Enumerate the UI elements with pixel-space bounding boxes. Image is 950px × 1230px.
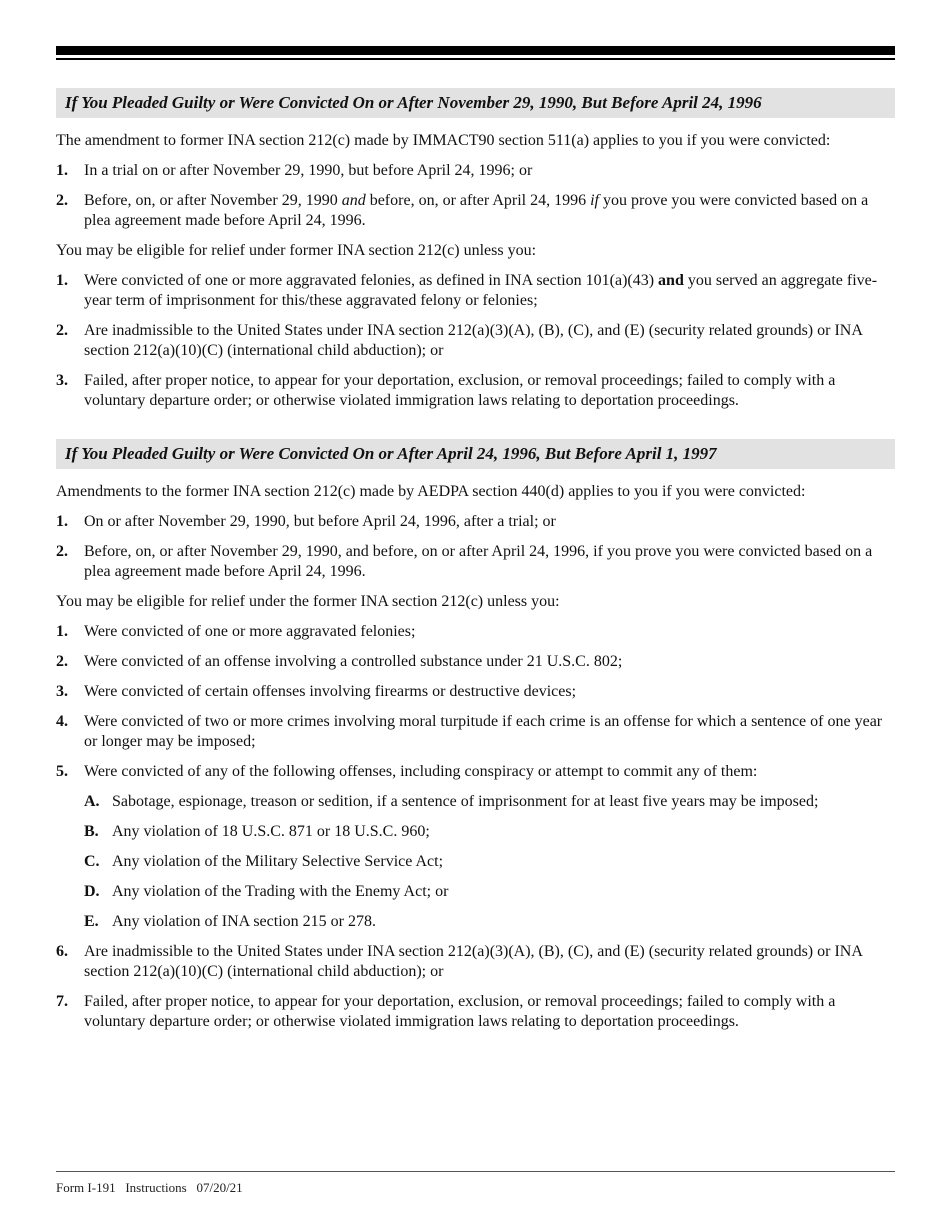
list-item	[56, 271, 895, 311]
item-number: 3.	[56, 683, 68, 700]
sub-list-item	[84, 882, 895, 902]
item-text: Were convicted of any of the following offenses, including conspiracy or attempt to commit any of them:	[84, 763, 758, 780]
sub-item-text: Sabotage, espionage, treason or sedition, if a sentence of imprisonment for at least five years may be imposed;	[112, 793, 819, 810]
item-number: 3.	[56, 372, 68, 389]
section-1-eligibility-intro: You may be eligible for relief under former INA section 212(c) unless you:	[56, 242, 537, 259]
sub-list-item	[84, 912, 895, 932]
sub-item-text: Any violation of INA section 215 or 278.	[112, 913, 376, 930]
sub-item-text: Any violation of the Military Selective Service Act;	[112, 853, 444, 870]
item-text: Failed, after proper notice, to appear for your deportation, exclusion, or removal proceedings; failed to comply with a voluntary departure order; or otherwise violated immigration laws relating to deportation proceedings.	[84, 372, 836, 409]
footer-form-id: Form I-191 Instructions 07/20/21	[56, 1180, 243, 1195]
section-1-intro: The amendment to former INA section 212(c) made by IMMACT90 section 511(a) applies to you if you were convicted:	[56, 132, 831, 149]
list-item	[56, 992, 895, 1032]
list-item	[56, 512, 895, 532]
sub-item-letter: B.	[84, 823, 99, 840]
item-number: 2.	[56, 322, 68, 339]
section-2-heading: If You Pleaded Guilty or Were Convicted On or After April 24, 1996, But Before April 1, 1997	[56, 439, 895, 469]
list-item	[56, 712, 895, 752]
item-number: 1.	[56, 272, 68, 289]
sub-item-letter: C.	[84, 853, 100, 870]
emphasis-and: and	[341, 192, 366, 209]
emphasis-bold-and: and	[658, 272, 684, 289]
item-text: Are inadmissible to the United States under INA section 212(a)(3)(A), (B), (C), and (E) (security related grounds) or INA section 212(a)(10)(C) (international child abduction); or	[84, 322, 863, 359]
sub-item-letter: E.	[84, 913, 99, 930]
list-item	[56, 762, 895, 782]
item-number: 2.	[56, 543, 68, 560]
list-item	[56, 321, 895, 361]
item-text: Were convicted of two or more crimes involving moral turpitude if each crime is an offense for which a sentence of one year or longer may be imposed;	[84, 713, 883, 750]
section-2-eligibility-intro: You may be eligible for relief under the former INA section 212(c) unless you:	[56, 593, 560, 610]
footer-rule	[56, 1171, 895, 1172]
item-text: Failed, after proper notice, to appear for your deportation, exclusion, or removal proceedings; failed to comply with a voluntary departure order; or otherwise violated immigration laws relating to deportation proceedings.	[84, 993, 836, 1030]
sub-item-letter: A.	[84, 793, 100, 810]
item-number: 7.	[56, 993, 68, 1010]
sub-list-item	[84, 852, 895, 872]
item-number: 1.	[56, 513, 68, 530]
item-text: Are inadmissible to the United States under INA section 212(a)(3)(A), (B), (C), and (E) (security related grounds) or INA section 212(a)(10)(C) (international child abduction); or	[84, 943, 863, 980]
item-text: Before, on, or after November 29, 1990, and before, on or after April 24, 1996, if you prove you were convicted based on a plea agreement made before April 24, 1996.	[84, 543, 873, 580]
list-item	[56, 682, 895, 702]
item-text: Were convicted of certain offenses involving firearms or destructive devices;	[84, 683, 577, 700]
content	[56, 88, 895, 1042]
list-item	[56, 371, 895, 411]
list-item	[56, 652, 895, 672]
section-2-intro: Amendments to the former INA section 212(c) made by AEDPA section 440(d) applies to you if you were convicted:	[56, 483, 806, 500]
item-number: 1.	[56, 162, 68, 179]
item-number: 4.	[56, 713, 68, 730]
emphasis-if: if	[590, 192, 599, 209]
sub-list-item	[84, 792, 895, 812]
sub-item-text: Any violation of the Trading with the Enemy Act; or	[112, 883, 449, 900]
header-rule-thin	[56, 58, 895, 60]
item-text: Were convicted of one or more aggravated felonies, as defined in INA section 101(a)(43) and you served an aggregate five-year term of imprisonment for this/these aggravated felony or felonies;	[84, 272, 878, 309]
item-number: 6.	[56, 943, 68, 960]
list-item	[56, 622, 895, 642]
sub-list-item	[84, 822, 895, 842]
list-item	[56, 542, 895, 582]
list-item	[56, 161, 895, 181]
sub-item-letter: D.	[84, 883, 100, 900]
item-number: 2.	[56, 192, 68, 209]
item-number: 2.	[56, 653, 68, 670]
list-item	[56, 942, 895, 982]
section-1-heading: If You Pleaded Guilty or Were Convicted On or After November 29, 1990, But Before April 24, 1996	[56, 88, 895, 118]
item-number: 1.	[56, 623, 68, 640]
sub-item-text: Any violation of 18 U.S.C. 871 or 18 U.S.C. 960;	[112, 823, 430, 840]
item-text: Were convicted of an offense involving a controlled substance under 21 U.S.C. 802;	[84, 653, 623, 670]
list-item	[56, 191, 895, 231]
item-text: On or after November 29, 1990, but before April 24, 1996, after a trial; or	[84, 513, 556, 530]
header-rule-thick	[56, 46, 895, 55]
item-text: Were convicted of one or more aggravated felonies;	[84, 623, 416, 640]
item-text: Before, on, or after November 29, 1990 and before, on, or after April 24, 1996 if you prove you were convicted based on a plea agreement made before April 24, 1996.	[84, 192, 869, 229]
item-number: 5.	[56, 763, 68, 780]
item-text: In a trial on or after November 29, 1990, but before April 24, 1996; or	[84, 162, 533, 179]
